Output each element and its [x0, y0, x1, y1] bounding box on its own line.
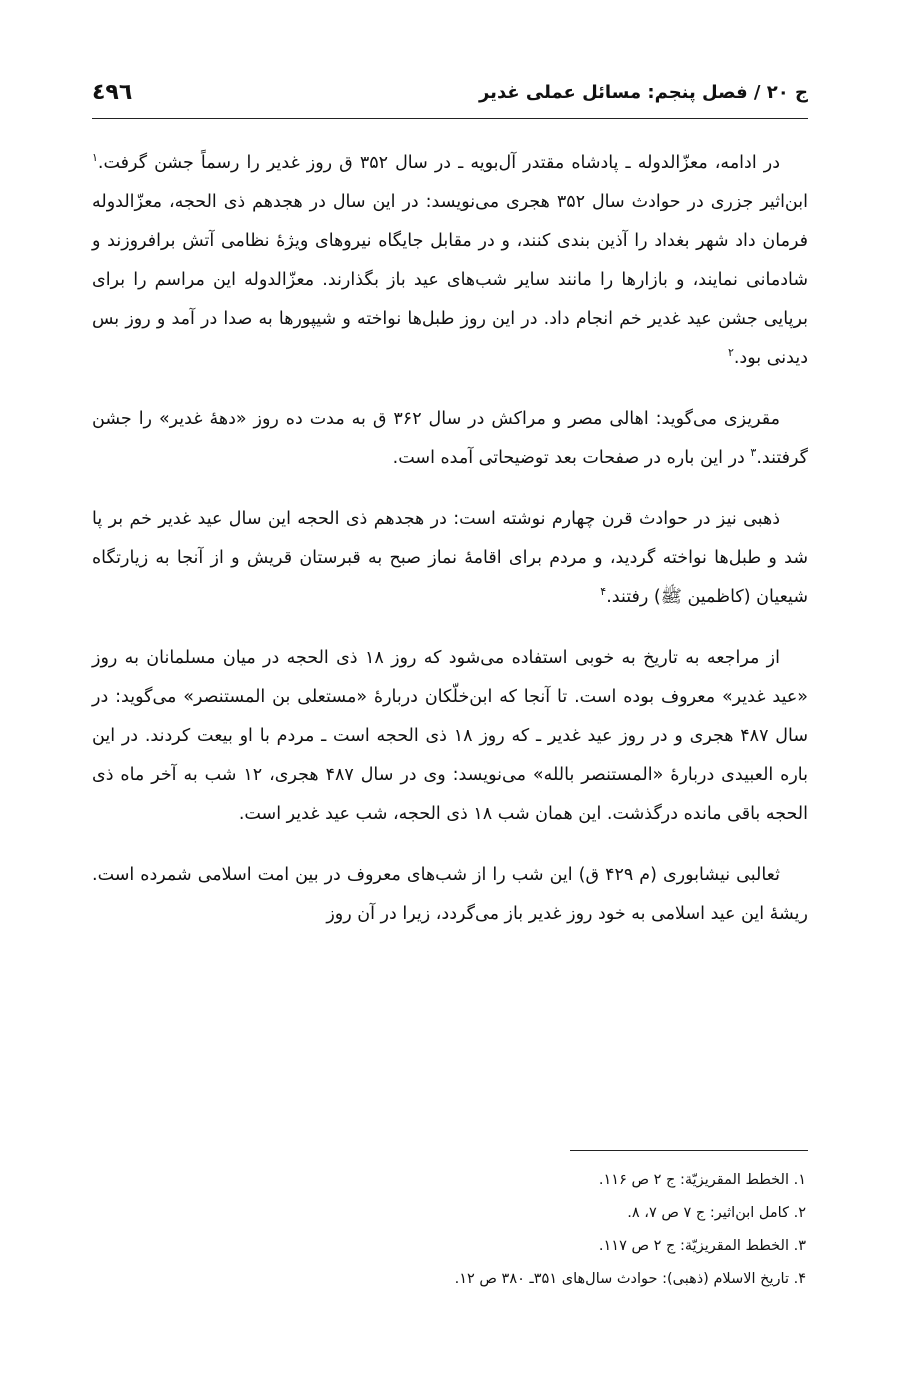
paragraph-text: در این باره در صفحات بعد توضیحاتی آمده است.	[392, 448, 751, 468]
book-page	[92, 60, 808, 1340]
header-rule	[92, 118, 808, 119]
paragraph-1	[92, 144, 808, 378]
page-header	[92, 72, 808, 112]
footnote-3: ۳. الخطط المقریزیّة: ج ۲ ص ۱۱۷.	[598, 1238, 806, 1254]
body-text	[92, 144, 808, 956]
footnote-2: ۲. کامل ابن‌اثیر: ج ۷ ص ۷، ۸.	[627, 1205, 806, 1221]
paragraph-text: ابن‌اثیر جزری در حوادث سال ۳۵۲ هجری می‌نویسد: در این سال در هجدهم ذی الحجه، معزّالدوله فرمان داد شهر بغداد را آذین بندی کنند، و در مقابل جایگاه نیروهای ویژهٔ نظامی آتش برافروزند و شادمانی نمایند، و بازارها را مانند سایر شب‌های عید باز بگذارند. معزّالدوله این مراسم را برای برپایی جشن عید غدیر خم انجام داد. در این روز طبل‌ها نواخته و شیپورها به صدا در آمد و روز بس دیدنی بود.	[92, 192, 808, 368]
footnote-4: ۴. تاریخ الاسلام (ذهبی): حوادث سال‌های ۳۵۱ـ ۳۸۰ ص ۱۲.	[454, 1271, 806, 1287]
paragraph-5	[92, 856, 808, 934]
footnote-rule	[570, 1150, 808, 1151]
paragraph-text: ذهبی نیز در حوادث قرن چهارم نوشته است: در هجدهم ذی الحجه این سال عید غدیر خم بر پا شد و طبل‌ها نواخته گردید، و مردم برای اقامهٔ نماز صبح به قبرستان قریش و از آنجا به زیارتگاه شیعیان (کاظمین ﷺ) رفتند.	[92, 509, 808, 607]
paragraph-4	[92, 639, 808, 834]
paragraph-3	[92, 500, 808, 617]
paragraph-2	[92, 400, 808, 478]
footnote-1: ۱. الخطط المقریزیّة: ج ۲ ص ۱۱۶.	[598, 1172, 806, 1188]
page-number: ٤٩٦	[92, 79, 133, 105]
paragraph-text: ثعالبی نیشابوری (م ۴۲۹ ق) این شب را از شب‌های معروف در بین امت اسلامی شمرده است. ریشهٔ این عید اسلامی به خود روز غدیر باز می‌گردد، زیرا در آن روز	[92, 865, 808, 924]
paragraph-text: از مراجعه به تاریخ به خوبی استفاده می‌شود که روز ۱۸ ذی الحجه در میان مسلمانان به روز «عید غدیر» معروف بوده است. تا آنجا که ابن‌خلّکان دربارهٔ «مستعلی بن المستنصر» می‌گوید: در سال ۴۸۷ هجری و در روز عید غدیر ـ که روز ۱۸ ذی الحجه است ـ مردم با او بیعت کردند. در این باره العبیدی دربارهٔ «المستنصر بالله» می‌نویسد: وی در سال ۴۸۷ هجری، ۱۲ شب به آخر ماه ذی الحجه باقی مانده درگذشت. این همان شب ۱۸ ذی الحجه، شب عید غدیر است.	[92, 648, 809, 824]
footnote-ref-3[interactable]: ۳	[750, 446, 757, 460]
footnote-ref-2[interactable]: ۲	[727, 346, 734, 360]
footnote-ref-1[interactable]: ۱	[92, 151, 98, 165]
footnotes	[92, 1164, 808, 1296]
paragraph-text: مقریزی می‌گوید: اهالی مصر و مراکش در سال ۳۶۲ ق به مدت ده روز «دههٔ غدیر» را جشن گرفتند.	[92, 409, 808, 468]
running-title: ج ۲۰ / فصل پنجم: مسائل عملی غدیر	[478, 81, 808, 103]
paragraph-text: در ادامه، معزّالدوله ـ پادشاه مقتدر آل‌بویه ـ در سال ۳۵۲ ق روز غدیر را رسماً جشن گرفت.	[97, 153, 781, 173]
footnote-ref-4[interactable]: ۴	[600, 585, 607, 599]
